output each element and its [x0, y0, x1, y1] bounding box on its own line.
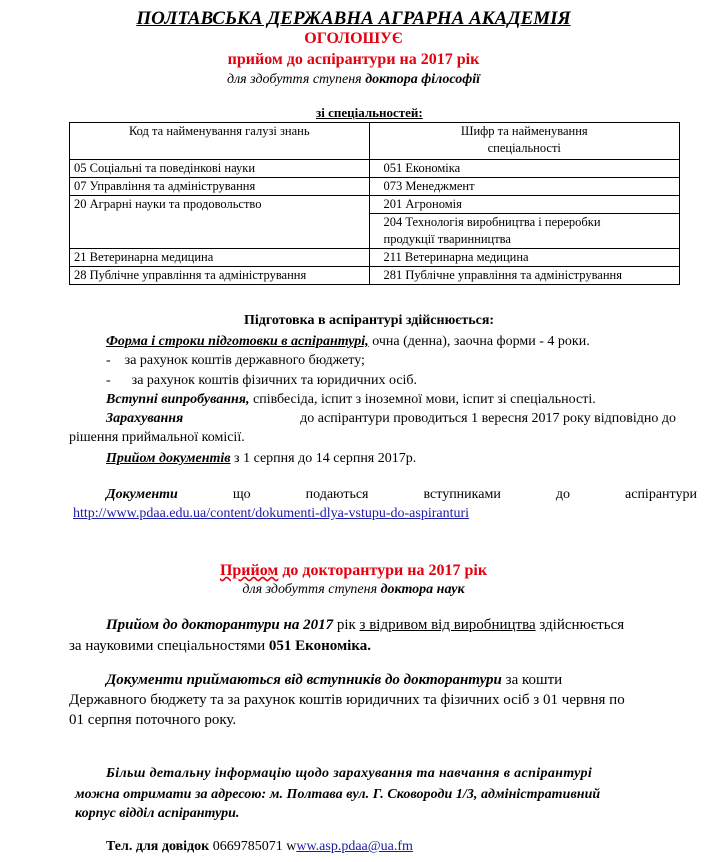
spec-cell — [369, 214, 680, 249]
docs-date-text: з 1 серпня до 14 серпня 2017р. — [230, 451, 417, 466]
table-row — [70, 178, 680, 196]
docs-date-paragraph — [106, 451, 416, 467]
p2-tail: за кошти — [501, 672, 563, 688]
bullet-text: за рахунок коштів фізичних та юридичних осіб. — [131, 373, 418, 388]
enroll-text: до аспірантури проводиться 1 вересня 2017 року відповідно до — [300, 411, 676, 426]
docs-word: вступниками — [423, 487, 501, 502]
docs-date-label: Прийом документів — [106, 451, 231, 466]
degree-name: доктора філософії — [365, 72, 481, 87]
doktorantura-degree-name: доктора наук — [380, 582, 465, 597]
docs-word: Документи — [106, 487, 178, 502]
table-row — [70, 196, 680, 214]
doktorantura-heading — [0, 562, 707, 580]
admission-subtitle: прийом до аспірантури на 2017 рік — [227, 51, 480, 68]
aspirantura-heading: Підготовка в аспірантурі здійснюється: — [244, 313, 495, 328]
table-row — [70, 160, 680, 178]
bullet-item — [106, 353, 365, 369]
docs-line — [106, 487, 697, 503]
p1-mid: рік — [333, 617, 360, 633]
specialties-table — [69, 122, 680, 285]
col-header-spec — [369, 123, 680, 160]
exams-label: Вступні випробування, — [106, 392, 250, 407]
degree-line — [0, 72, 707, 88]
phone-label: Тел. для довідок — [106, 839, 210, 854]
spec-cell: 051 Економіка — [369, 160, 680, 178]
docs-word: аспірантури — [625, 487, 697, 502]
doktorantura-heading-a: Прийом — [219, 562, 279, 579]
spec-cell: 211 Ветеринарна медицина — [369, 249, 680, 267]
exams-text: співбесіда, іспит з іноземної мови, іспит зі спеціальності. — [249, 392, 596, 407]
contacts-line1 — [106, 766, 676, 782]
phone-line — [106, 839, 413, 855]
docs-word: до — [555, 487, 570, 502]
enroll-line1 — [106, 411, 676, 427]
form-paragraph — [106, 334, 590, 350]
p1-label: Прийом до докторантури на 2017 — [106, 617, 334, 633]
p1-line2-b: 051 Економіка. — [268, 638, 372, 654]
table-row — [70, 267, 680, 285]
doktorantura-p1-line2 — [69, 638, 371, 655]
col-header-spec-line2: спеціальності — [487, 141, 561, 155]
form-text: очна (денна), заочна форми - 4 роки. — [368, 334, 590, 349]
exams-paragraph — [106, 392, 596, 408]
degree-prefix: для здобуття ступеня — [226, 72, 362, 87]
spec-cell: 073 Менеджмент — [369, 178, 680, 196]
docs-word: подаються — [305, 487, 369, 502]
doktorantura-degree-prefix: для здобуття ступеня — [242, 582, 378, 597]
bullet-item — [106, 373, 417, 389]
table-header-row — [70, 123, 680, 160]
contacts-line1-text: Більш детальну інформацію щодо зарахування та навчання в аспірантурі — [106, 766, 593, 781]
doktorantura-p2-line3: 01 серпня поточного року. — [69, 712, 237, 728]
enroll-line2: рішення приймальної комісії. — [69, 430, 245, 445]
p2-label: Документи приймаються від вступників до докторантури — [106, 672, 502, 688]
phone-number: 0669785071 w — [209, 839, 297, 854]
contacts-line3: корпус відділ аспірантури. — [75, 806, 240, 821]
col-header-field: Код та найменування галузі знань — [70, 123, 370, 160]
doktorantura-p2-line2: Державного бюджету та за рахунок коштів юридичних та фізичних осіб з 01 червня по — [69, 692, 625, 708]
spec-cell: 201 Агрономія — [369, 196, 680, 214]
bullet-dash: - — [106, 353, 125, 368]
p1-under: з відривом від виробництва — [359, 617, 536, 633]
doktorantura-heading-b: до докторантури на 2017 рік — [278, 562, 488, 579]
spec-cell-line2: продукції тваринництва — [383, 232, 511, 246]
field-cell: 28 Публічне управління та адміністрування — [70, 267, 370, 285]
doktorantura-p2-line1 — [106, 672, 562, 689]
field-cell: 21 Ветеринарна медицина — [70, 249, 370, 267]
form-label: Форма і строки підготовки в аспірантурі, — [106, 334, 369, 349]
spec-heading: зі спеціальностей: — [316, 105, 423, 120]
p1-tail: здійснюється — [535, 617, 625, 633]
field-cell: 20 Аграрні науки та продовольство — [70, 196, 370, 249]
field-cell: 07 Управління та адміністрування — [70, 178, 370, 196]
doktorantura-p1-line1 — [106, 617, 624, 634]
col-header-spec-line1: Шифр та найменування — [460, 124, 588, 138]
spec-cell-line1: 204 Технологія виробництва і переробки — [383, 215, 601, 229]
docs-word: що — [232, 487, 251, 502]
p1-line2-a: за науковими спеціальностями — [69, 638, 269, 654]
table-row — [70, 249, 680, 267]
email-link[interactable]: ww.asp.pdaa@ua.fm — [296, 839, 413, 854]
announce-heading: ОГОЛОШУЄ — [304, 30, 403, 47]
bullet-text: за рахунок коштів державного бюджету; — [124, 353, 365, 368]
documents-link[interactable]: http://www.pdaa.edu.ua/content/dokumenti-dlya-vstupu-do-aspiranturi — [73, 506, 470, 521]
contacts-line2: можна отримати за адресою: м. Полтава вул. Г. Сковороди 1/3, адміністративний — [75, 787, 601, 802]
field-cell: 05 Соціальні та поведінкові науки — [70, 160, 370, 178]
page-title: ПОЛТАВСЬКА ДЕРЖАВНА АГРАРНА АКАДЕМІЯ — [136, 8, 571, 29]
spec-cell: 281 Публічне управління та адміністрування — [369, 267, 680, 285]
doktorantura-degree-line — [0, 582, 707, 598]
bullet-dash: - — [106, 373, 132, 388]
enroll-label: Зарахування — [106, 411, 184, 426]
